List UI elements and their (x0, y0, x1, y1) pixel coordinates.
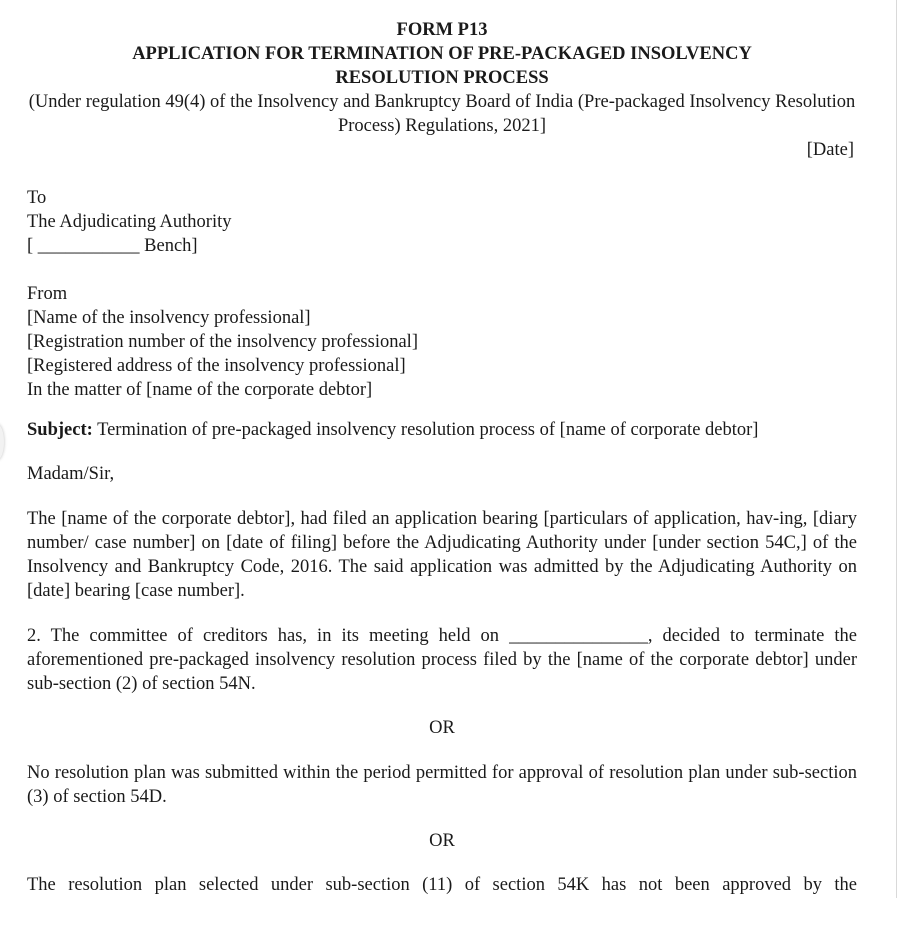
paragraph-1: The [name of the corporate debtor], had filed an application bearing [particulars of application, hav-ing, [diary number/ case number] on [date of filing] before the Adjudicating Authority under [under section 54C,] of the Insolvency and Bankruptcy Code, 2016. The said application was admitted by the Adjudicating Authority on [date] bearing [case number]. (27, 509, 857, 601)
to-bench: [ ___________ Bench] (27, 236, 198, 256)
from-line: [Registration number of the insolvency professional] (27, 332, 418, 352)
paragraph-2: 2. The committee of creditors has, in its meeting held on _______________, decided to terminate the aforementioned pre-packaged insolvency resolution process filed by the [name of the corporate debtor] under sub-section (2) of section 54N. (27, 626, 857, 694)
from-line: [Registered address of the insolvency professional] (27, 356, 406, 376)
to-authority: The Adjudicating Authority (27, 212, 232, 232)
form-header (27, 18, 857, 138)
or-separator: OR (429, 831, 455, 851)
form-number: FORM P13 (396, 20, 488, 40)
form-date: [Date] (806, 140, 854, 160)
addressee-block (27, 186, 857, 258)
salutation: Madam/Sir, (27, 464, 115, 484)
side-panel-handle[interactable] (0, 424, 4, 460)
sender-block (27, 282, 857, 402)
paragraph-3: No resolution plan was submitted within the period permitted for approval of resolution plan under sub-section (3) of section 54D. (27, 763, 857, 807)
form-regulation: (Under regulation 49(4) of the Insolvency and Bankruptcy Board of India (Pre-packaged Insolvency Resolution Process) Regulations, 2021] (28, 92, 856, 136)
subject-label: Subject: (27, 420, 93, 440)
subject-line (27, 418, 857, 442)
document-content (27, 18, 857, 897)
from-line: In the matter of [name of the corporate debtor] (27, 380, 373, 400)
subject-text: Termination of pre-packaged insolvency resolution process of [name of corporate debtor] (92, 420, 759, 440)
paragraph-4: The resolution plan selected under sub-section (11) of section 54K has not been approved by the (27, 875, 857, 895)
to-label: To (27, 188, 47, 208)
form-title: APPLICATION FOR TERMINATION OF PRE-PACKAGED INSOLVENCY RESOLUTION PROCESS (132, 44, 752, 88)
or-separator: OR (429, 718, 455, 738)
from-line: [Name of the insolvency professional] (27, 308, 311, 328)
from-label: From (27, 284, 68, 304)
